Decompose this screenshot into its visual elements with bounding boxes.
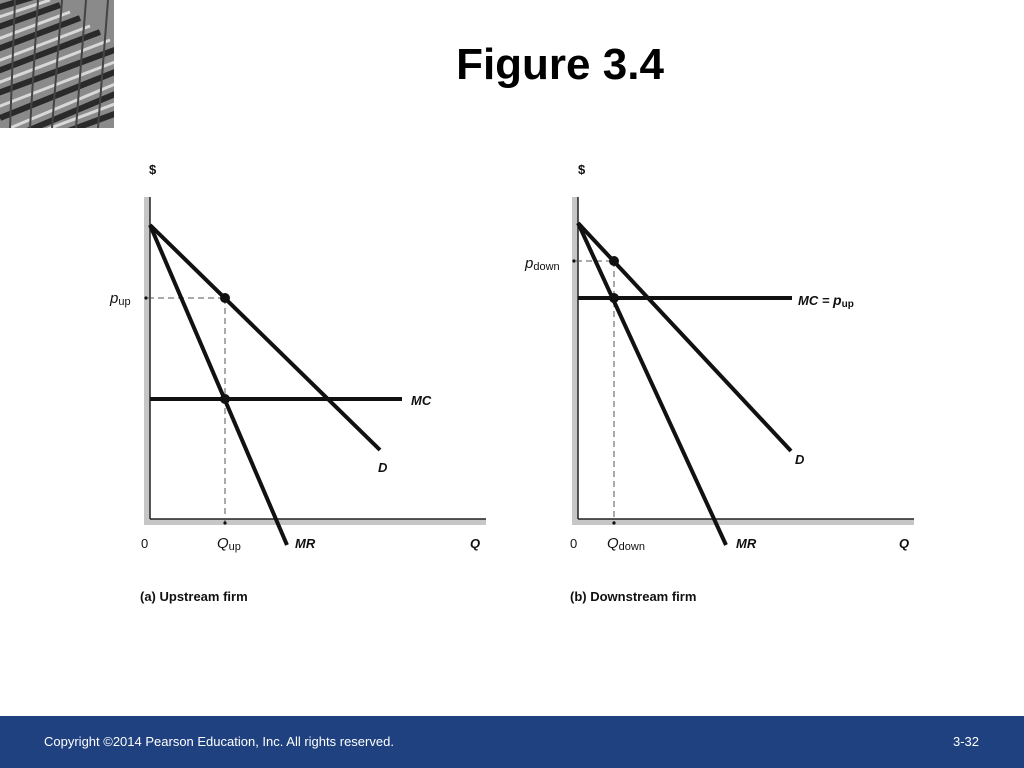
x-axis xyxy=(572,519,914,525)
y-axis-label: $ xyxy=(149,162,157,177)
mc-label: MC xyxy=(411,393,432,408)
price-label: pdown xyxy=(525,255,560,273)
quantity-label: Qdown xyxy=(607,535,645,553)
mr-mc-intersection xyxy=(220,394,230,404)
y-axis-label: $ xyxy=(578,162,586,177)
x-axis-label: Q xyxy=(470,536,481,551)
demand-label: D xyxy=(795,452,805,467)
panel-downstream xyxy=(524,162,914,604)
marginal-revenue-curve xyxy=(578,223,726,545)
copyright-text: Copyright ©2014 Pearson Education, Inc. All rights reserved. xyxy=(44,734,394,749)
y-axis xyxy=(572,197,578,524)
panel-caption: (a) Upstream firm xyxy=(140,589,248,604)
quantity-label: Qup xyxy=(217,535,241,553)
mr-mc-intersection xyxy=(609,293,619,303)
panel-upstream xyxy=(109,162,486,604)
slide-title: Figure 3.4 xyxy=(456,40,664,89)
price-label: pup xyxy=(110,290,131,308)
price-point xyxy=(609,256,619,266)
price-point xyxy=(220,293,230,303)
mr-label: MR xyxy=(736,536,757,551)
footer-bar xyxy=(0,716,1024,768)
x-axis xyxy=(144,519,486,525)
demand-label: D xyxy=(378,460,388,475)
marginal-revenue-curve xyxy=(150,225,287,545)
page-number: 3-32 xyxy=(952,734,979,749)
panel-caption: (b) Downstream firm xyxy=(570,589,697,604)
x-axis-label: Q xyxy=(899,536,910,551)
y-axis xyxy=(144,197,150,524)
demand-curve xyxy=(578,223,791,451)
demand-curve xyxy=(150,225,380,450)
mr-label: MR xyxy=(295,536,316,551)
mc-label: MC = pup xyxy=(798,292,854,310)
origin-label: 0 xyxy=(141,536,149,551)
origin-label: 0 xyxy=(570,536,578,551)
